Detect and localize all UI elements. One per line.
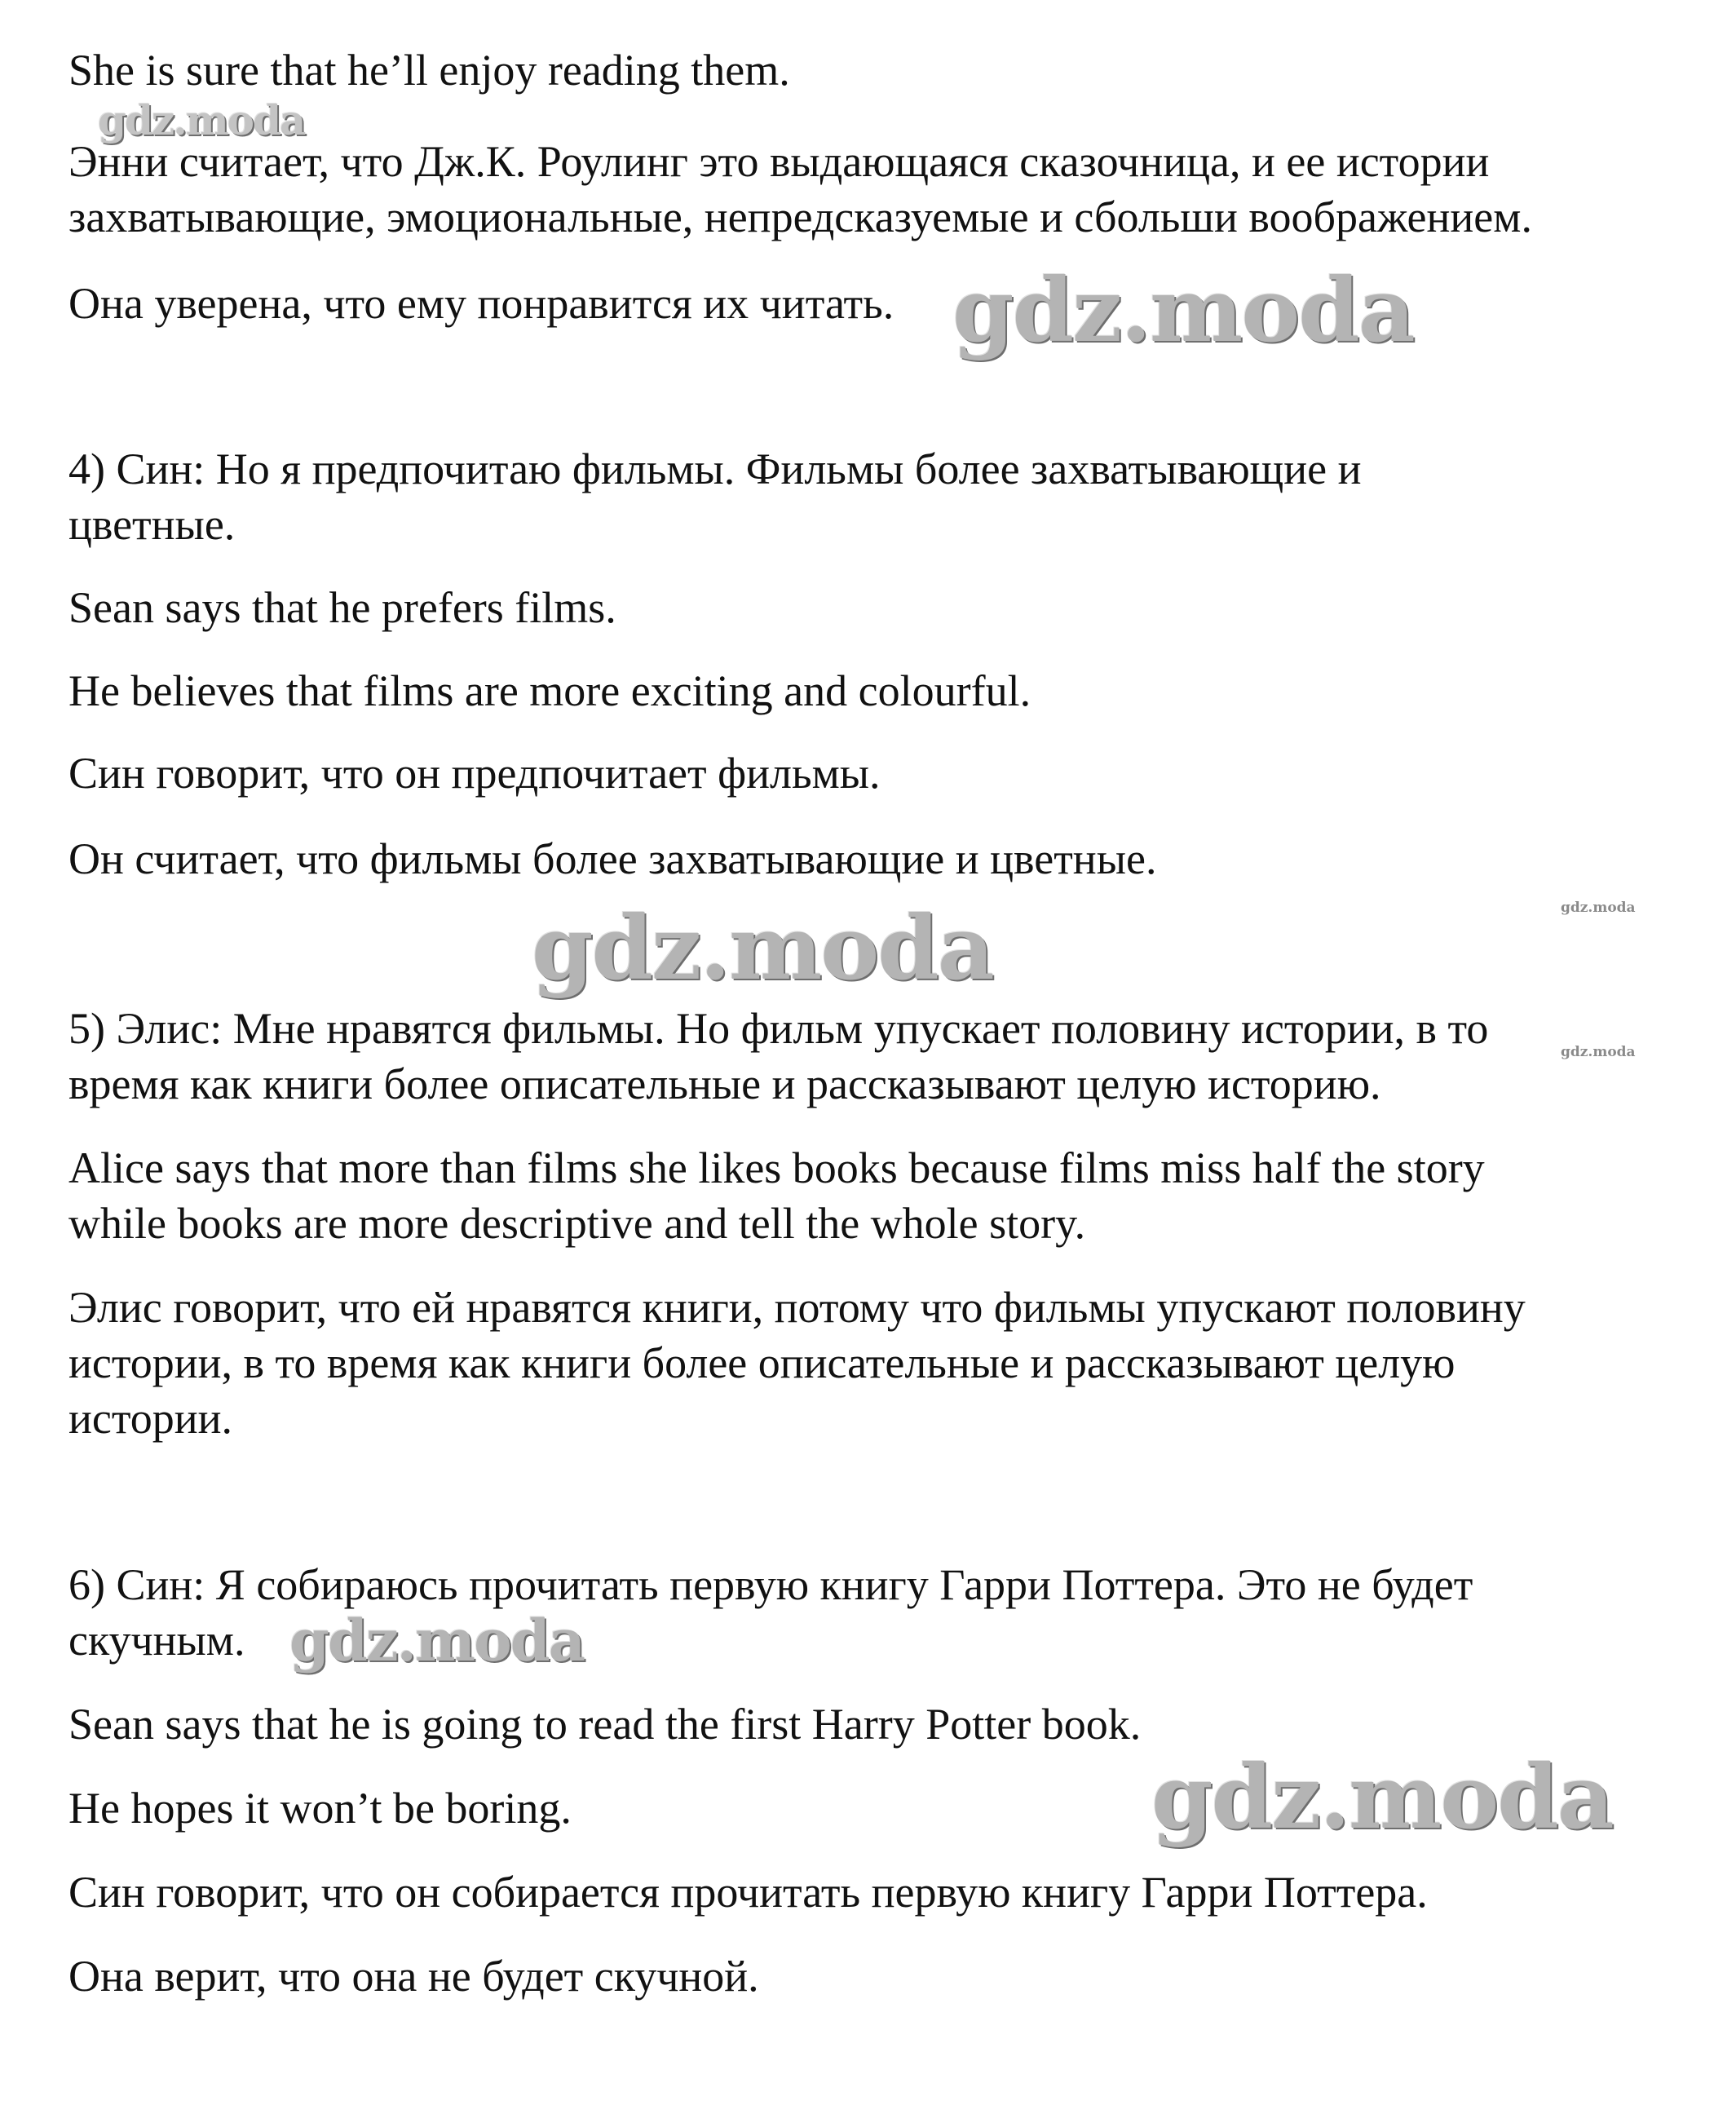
- text-line: while books are more descriptive and tell the whole story.: [68, 1199, 1086, 1248]
- text-line: цветные.: [68, 500, 236, 549]
- text-line: захватывающие, эмоциональные, непредсказуемые и сбольши воображением.: [68, 192, 1532, 241]
- text-line: Элис говорит, что ей нравятся книги, потому что фильмы упускают половину: [68, 1283, 1526, 1332]
- text-line: Она уверена, что ему понравится их читать.: [68, 279, 895, 328]
- text-line: Энни считает, что Дж.К. Роулинг это выдающаяся сказочница, и ее истории: [68, 137, 1490, 186]
- text-line: истории.: [68, 1394, 233, 1443]
- text-line: He hopes it won’t be boring.: [68, 1784, 572, 1833]
- watermark-logo: gdz.moda: [1151, 1746, 1613, 1849]
- watermark-logo: gdz.moda: [289, 1607, 585, 1674]
- watermark-logo: gdz.moda: [952, 259, 1414, 362]
- text-line: He believes that films are more exciting and colourful.: [68, 666, 1031, 715]
- text-line: истории, в то время как книги более описательные и рассказывают целую: [68, 1338, 1456, 1387]
- text-line: 4) Син: Но я предпочитаю фильмы. Фильмы более захватывающие и: [68, 444, 1362, 493]
- text-line: 6) Син: Я собираюсь прочитать первую книгу Гарри Поттера. Это не будет: [68, 1560, 1473, 1609]
- watermark-logo: gdz.moda: [98, 96, 305, 144]
- text-line: Sean says that he is going to read the first Harry Potter book.: [68, 1700, 1142, 1749]
- text-line: время как книги более описательные и рассказывают целую историю.: [68, 1059, 1381, 1108]
- text-line: She is sure that he’ll enjoy reading them.: [68, 46, 790, 95]
- text-line: скучным.: [68, 1616, 245, 1665]
- text-line: Sean says that he prefers films.: [68, 583, 616, 632]
- text-line: Син говорит, что он собирается прочитать первую книгу Гарри Поттера.: [68, 1868, 1428, 1917]
- watermark-small: gdz.moda: [1561, 900, 1636, 916]
- text-line: Alice says that more than films she likes books because films miss half the story: [68, 1143, 1485, 1192]
- text-line: 5) Элис: Мне нравятся фильмы. Но фильм упускает половину истории, в то: [68, 1004, 1489, 1053]
- text-line: Она верит, что она не будет скучной.: [68, 1952, 759, 2001]
- text-line: Син говорит, что он предпочитает фильмы.: [68, 749, 881, 798]
- watermark-small: gdz.moda: [1561, 1044, 1636, 1060]
- watermark-logo: gdz.moda: [532, 897, 993, 1000]
- text-line: Он считает, что фильмы более захватывающие и цветные.: [68, 834, 1157, 883]
